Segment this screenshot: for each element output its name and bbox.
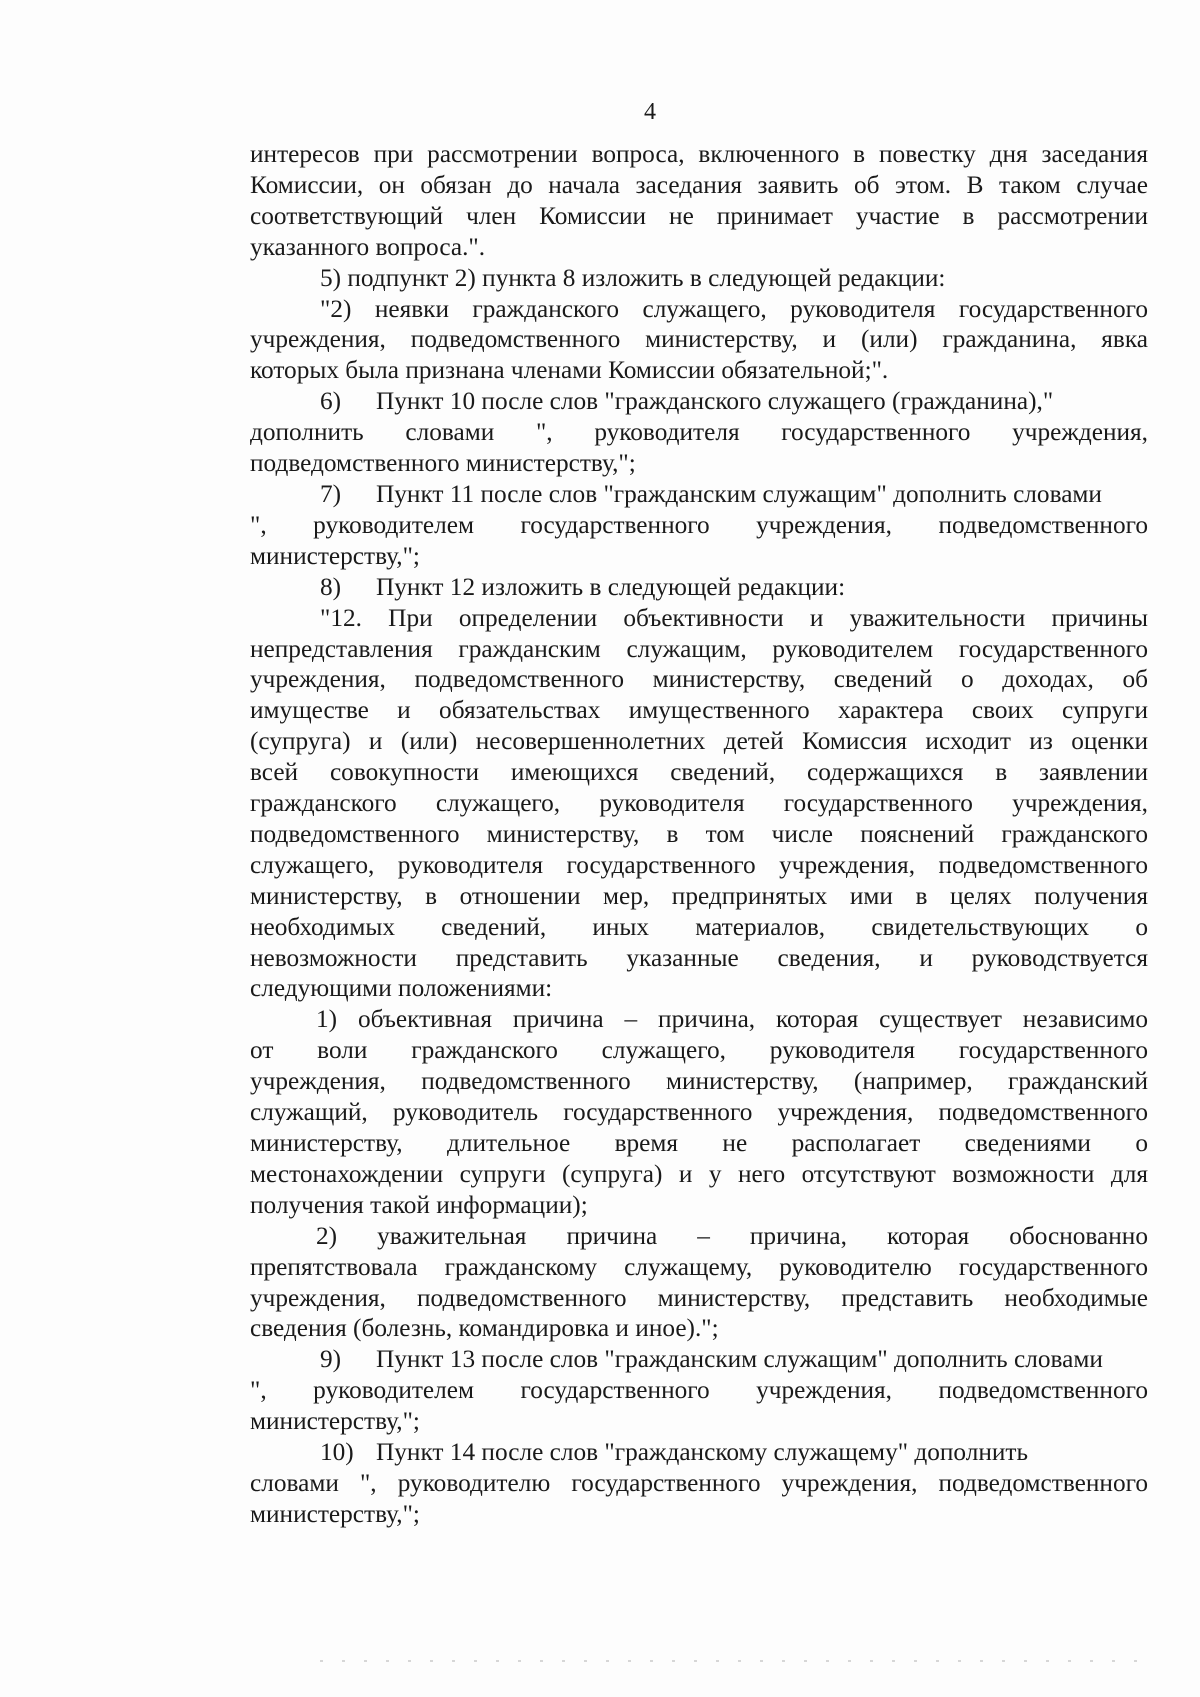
text-line: имуществе и обязательствах имущественного характера своих супруги [250,696,1148,725]
text-line: учреждения, подведомственного министерству, сведений о доходах, об [250,665,1148,694]
text-line: 1) объективная причина – причина, которая существует независимо [316,1005,1148,1034]
list-item-heading: 5) подпункт 2) пункта 8 изложить в следующей редакции: [320,263,946,292]
text-line: которых была признана членами Комиссии обязательной;". [250,356,889,385]
list-item [250,572,1148,603]
item-text: Пункт 12 изложить в следующей редакции: [376,572,846,601]
item-text: Пункт 14 после слов "гражданскому служащему" дополнить [376,1438,1029,1467]
text-line: указанного вопроса.". [250,232,486,261]
text-line: министерству,"; [250,541,420,570]
text-line: невозможности представить указанные сведения, и руководствуется [250,943,1148,972]
text-line: словами ", руководителю государственного учреждения, подведомственного [250,1468,1148,1497]
text-line: местонахождении супруги (супруга) и у него отсутствуют возможности для [250,1159,1148,1188]
text-line: учреждения, подведомственного министерству, и (или) гражданина, явка [250,325,1148,354]
text-line: "12. При определении объективности и уважительности причины [320,603,1148,632]
text-line: служащий, руководитель государственного учреждения, подведомственного [250,1098,1148,1127]
item-number: 7) [320,479,342,508]
text-line: от воли гражданского служащего, руководителя государственного [250,1036,1148,1065]
text-line: учреждения, подведомственного министерству, представить необходимые [250,1283,1148,1312]
page-number: 4 [644,99,656,125]
text-line: гражданского служащего, руководителя государственного учреждения, [250,789,1148,818]
text-line: следующими положениями: [250,974,553,1003]
item-number: 8) [320,572,342,601]
text-line: министерству,"; [250,1499,420,1528]
list-item [250,1344,1148,1375]
item-number: 6) [320,387,342,416]
text-line: интересов при рассмотрении вопроса, включенного в повестку дня заседания [250,140,1148,168]
text-line: министерству, в отношении мер, предпринятых ими в целях получения [250,881,1148,910]
item-number: 10) [320,1438,354,1467]
text-line: ", руководителем государственного учреждения, подведомственного [250,510,1148,539]
list-item [250,386,1148,417]
text-line: сведения (болезнь, командировка и иное)."; [250,1314,719,1343]
text-line: препятствовала гражданскому служащему, руководителю государственного [250,1252,1148,1281]
text-line: дополнить словами ", руководителя государственного учреждения, [250,418,1148,447]
text-line: соответствующий член Комиссии не принимает участие в рассмотрении [250,201,1148,230]
text-line: всей совокупности имеющихся сведений, содержащихся в заявлении [250,758,1148,787]
text-line: 2) уважительная причина – причина, которая обоснованно [316,1221,1148,1250]
text-line: "2) неявки гражданского служащего, руководителя государственного [320,294,1148,323]
document-body [250,139,1148,1530]
item-text: Пункт 10 после слов "гражданского служащего (гражданина)," [376,387,1054,416]
item-text: Пункт 13 после слов "гражданским служащим" дополнить словами [376,1345,1103,1374]
scan-noise-divider [320,1660,1140,1662]
text-line: получения такой информации); [250,1190,588,1219]
text-line: подведомственного министерству, в том числе пояснений гражданского [250,819,1148,848]
text-line: ", руководителем государственного учреждения, подведомственного [250,1376,1148,1405]
item-text: Пункт 11 после слов "гражданским служащим" дополнить словами [376,479,1102,508]
text-line: служащего, руководителя государственного учреждения, подведомственного [250,850,1148,879]
text-line: министерству, длительное время не располагает сведениями о [250,1129,1148,1157]
text-line: учреждения, подведомственного министерству, (например, гражданский [250,1067,1148,1096]
text-line: непредставления гражданским служащим, руководителем государственного [250,634,1148,663]
list-item [250,1437,1148,1468]
item-number: 9) [320,1345,342,1374]
text-line: подведомственного министерству,"; [250,449,636,478]
list-item [250,479,1148,510]
text-line: необходимых сведений, иных материалов, свидетельствующих о [250,912,1148,941]
text-line: министерству,"; [250,1407,420,1436]
text-line: Комиссии, он обязан до начала заседания заявить об этом. В таком случае [250,170,1148,199]
text-line: (супруга) и (или) несовершеннолетних детей Комиссия исходит из оценки [250,727,1148,756]
